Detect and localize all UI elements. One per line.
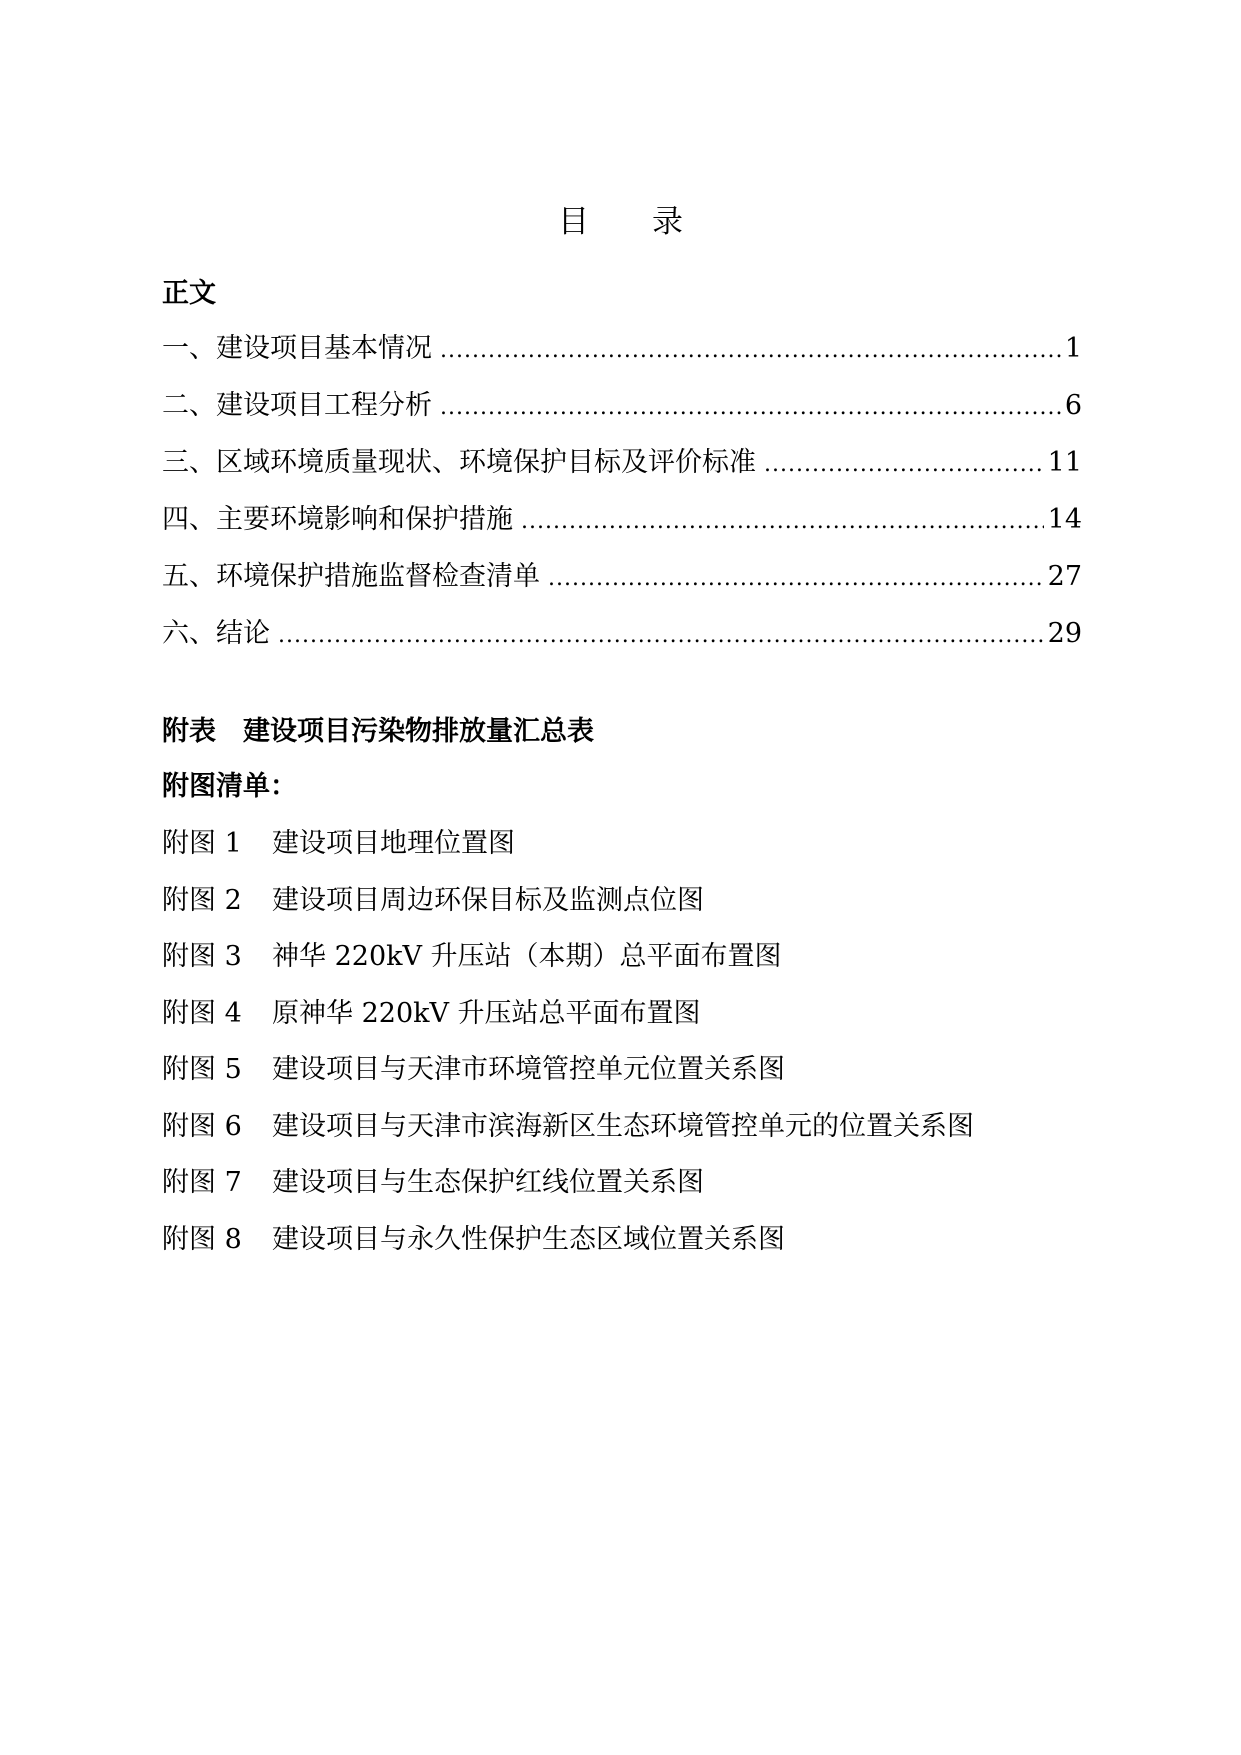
figure-list-item (162, 1108, 1082, 1165)
appendix-table-heading: 附表 建设项目污染物排放量汇总表 (162, 716, 594, 747)
figure-title: 建设项目与天津市滨海新区生态环境管控单元的位置关系图 (272, 1110, 974, 1142)
figure-title: 神华 220kV 升压站（本期）总平面布置图 (272, 941, 782, 972)
figure-number: 附图 8 (162, 1223, 242, 1255)
figure-list-item (162, 825, 1082, 882)
figure-number: 附图 2 (162, 884, 242, 916)
figure-number: 附图 7 (162, 1167, 242, 1198)
figure-title: 原神华 220kV 升压站总平面布置图 (272, 997, 701, 1029)
toc-page-number: 14 (1047, 504, 1082, 535)
toc-entry-label: 二、建设项目工程分析 (162, 390, 432, 421)
toc-entry[interactable] (162, 330, 1082, 387)
figure-number: 附图 3 (162, 941, 242, 972)
figure-title: 建设项目与生态保护红线位置关系图 (272, 1167, 704, 1198)
toc-entry[interactable] (162, 558, 1082, 615)
figure-list (162, 825, 1082, 1277)
figure-title: 建设项目地理位置图 (272, 828, 515, 859)
main-section-heading: 正文 (162, 278, 216, 309)
figure-number: 附图 5 (162, 1054, 242, 1085)
toc-entry-label: 六、结论 (162, 618, 270, 649)
page-title: 目 录 (558, 204, 699, 240)
figure-list-item (162, 995, 1082, 1052)
toc-leader-dots (278, 617, 1044, 655)
toc-leader-dots (440, 389, 1061, 427)
toc-page-number: 27 (1047, 561, 1082, 592)
figure-number: 附图 4 (162, 997, 242, 1029)
toc-leader-dots (521, 503, 1044, 541)
toc-page-number: 1 (1064, 333, 1082, 364)
toc-entry[interactable] (162, 615, 1082, 672)
figure-number: 附图 1 (162, 828, 242, 859)
toc-entry[interactable] (162, 387, 1082, 444)
toc-page-number: 11 (1047, 447, 1082, 478)
figure-list-item (162, 938, 1082, 995)
toc-entry[interactable] (162, 444, 1082, 501)
toc-page-number: 29 (1047, 618, 1082, 649)
toc-entry-label: 四、主要环境影响和保护措施 (162, 504, 513, 535)
figure-title: 建设项目与永久性保护生态区域位置关系图 (272, 1223, 785, 1255)
toc-entry-label: 三、区域环境质量现状、环境保护目标及评价标准 (162, 447, 756, 478)
toc-entry-label: 五、环境保护措施监督检查清单 (162, 561, 540, 592)
figure-list-item (162, 1164, 1082, 1221)
figure-list-item (162, 882, 1082, 939)
toc-entry[interactable] (162, 501, 1082, 558)
toc-leader-dots (548, 560, 1044, 598)
toc-leader-dots (440, 332, 1061, 370)
figure-list-item (162, 1221, 1082, 1278)
figure-list-item (162, 1051, 1082, 1108)
figure-number: 附图 6 (162, 1110, 242, 1142)
figures-list-heading: 附图清单： (162, 771, 297, 802)
toc-page-number: 6 (1064, 390, 1082, 421)
figure-title: 建设项目与天津市环境管控单元位置关系图 (272, 1054, 785, 1085)
figure-title: 建设项目周边环保目标及监测点位图 (272, 884, 704, 916)
toc-leader-dots (764, 446, 1044, 484)
table-of-contents (162, 330, 1082, 672)
toc-entry-label: 一、建设项目基本情况 (162, 333, 432, 364)
